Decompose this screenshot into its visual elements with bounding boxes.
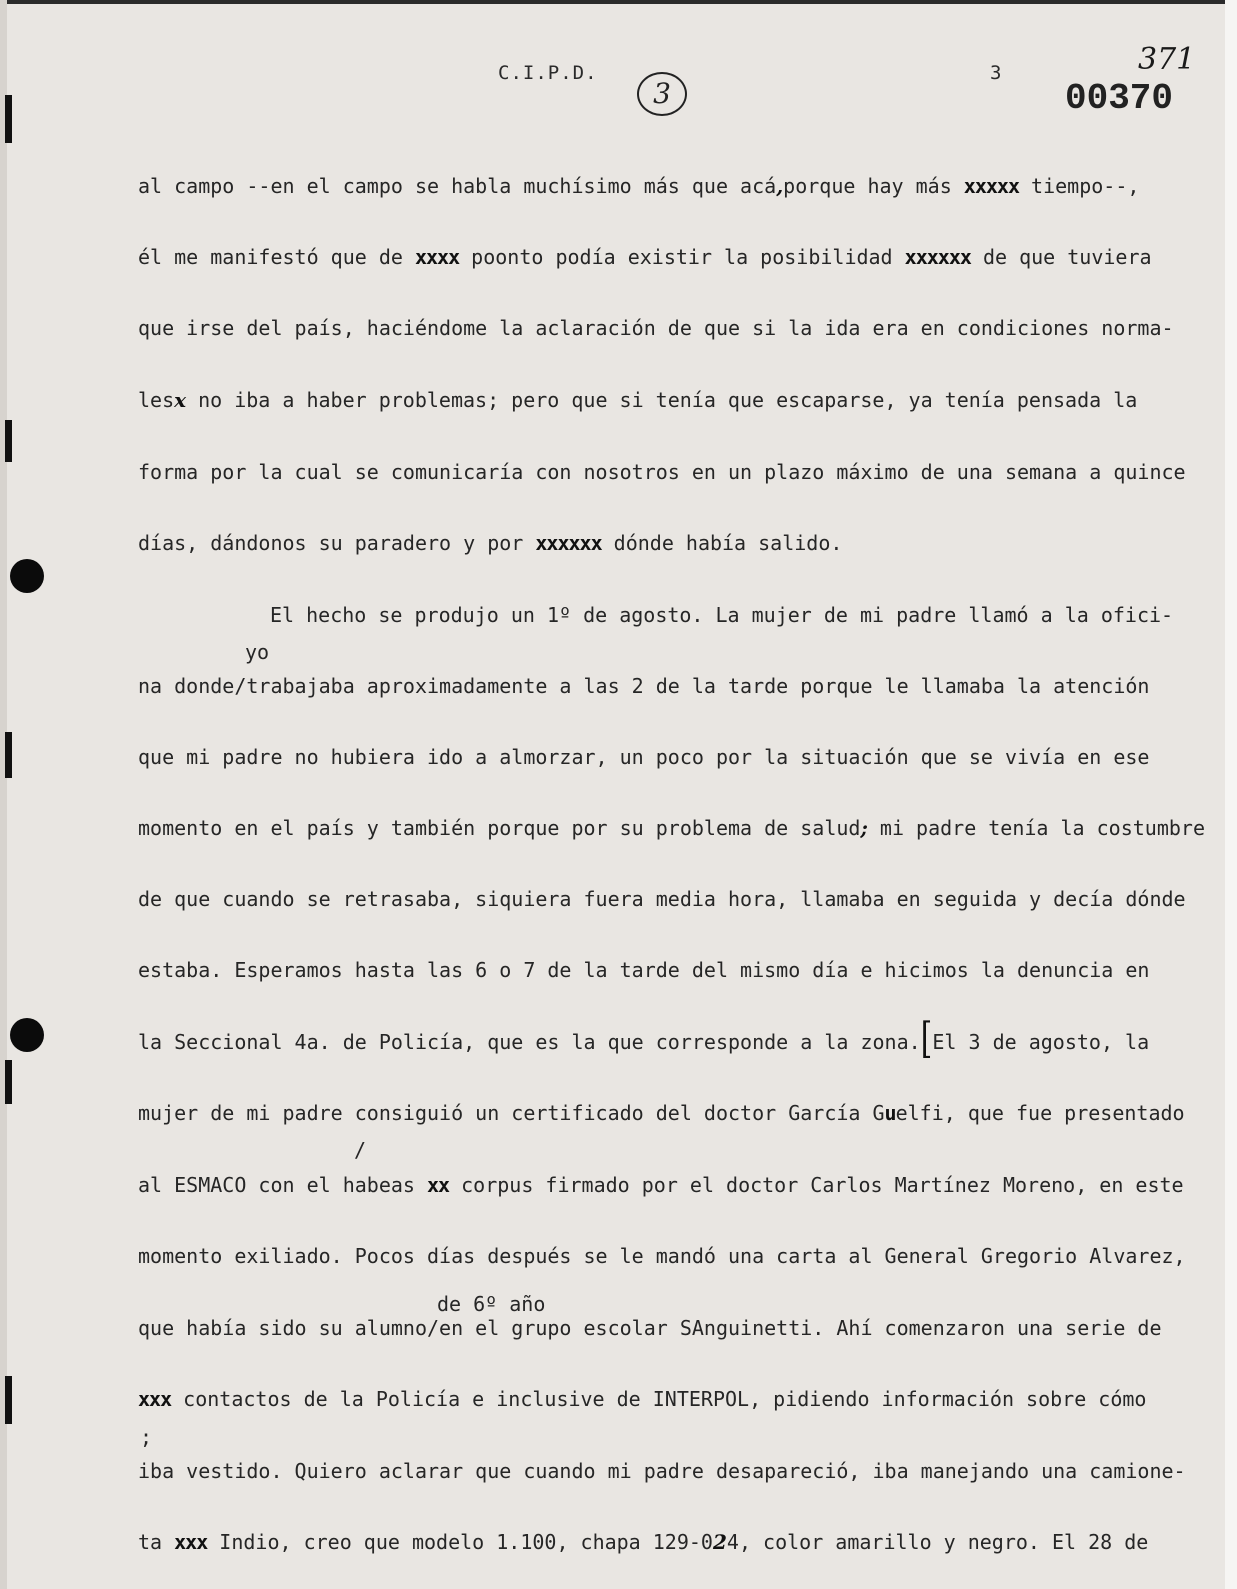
text-line: de que cuando se retrasaba, siquiera fuera media hora, llamaba en seguida y decía dónde — [138, 887, 1186, 911]
inserted-mark: ; — [140, 1425, 153, 1449]
handwritten-bracket: [ — [920, 1014, 933, 1064]
text-line: que irse del país, haciéndome la aclaración de que si la ida era en condiciones norma- — [138, 316, 1174, 340]
text-line: momento en el país y también porque por su problema de salud; mi padre tenía la costumbre — [138, 816, 1206, 840]
circled-number: 3 — [637, 72, 687, 116]
struck-text: xxxx — [414, 245, 460, 269]
struck-text: xxx — [138, 1387, 172, 1411]
text-line: días, dándonos su paradero y por xxxxxx dónde había salido. — [138, 531, 843, 555]
text-line: lesx no iba a haber problemas; pero que si tenía que escaparse, ya tenía pensada la — [138, 388, 1138, 412]
struck-text: xxxxxx — [904, 245, 971, 269]
text-line: momento exiliado. Pocos días después se le mandó una carta al General Gregorio Alvarez, — [138, 1244, 1186, 1268]
text-line: mujer de mi padre consiguió un certificado del doctor García Guelfi, que fue presentado — [138, 1101, 1185, 1125]
struck-text: xxxxxx — [535, 531, 602, 555]
struck-text: xx — [426, 1173, 450, 1197]
text-line: estaba. Esperamos hasta las 6 o 7 de la tarde del mismo día e hicimos la denuncia en — [138, 958, 1150, 982]
left-margin-strip — [0, 0, 7, 1589]
margin-mark — [5, 1376, 12, 1424]
text-line: que había sido su alumno/en el grupo escolar SAnguinetti. Ahí comenzaron una serie de — [138, 1316, 1162, 1340]
right-margin-strip — [1225, 0, 1237, 1589]
struck-text: xxx — [174, 1530, 208, 1554]
margin-mark — [5, 732, 12, 778]
page-number: 3 — [990, 62, 1003, 84]
text-line: iba vestido. Quiero aclarar que cuando mi padre desapareció, iba manejando una camione- — [138, 1459, 1186, 1483]
inserted-phrase: de 6º año — [437, 1292, 546, 1316]
margin-mark — [5, 1060, 12, 1104]
text-line: forma por la cual se comunicaría con nosotros en un plazo máximo de una semana a quince — [138, 460, 1186, 484]
document-number: 00370 — [1065, 78, 1174, 119]
punch-hole — [10, 1018, 44, 1052]
handwritten-number: 371 — [1138, 42, 1196, 77]
struck-text: xxxxx — [963, 174, 1019, 198]
text-line: al campo --en el campo se habla muchísimo más que acá,porque hay más xxxxx tiempo--, — [138, 174, 1140, 198]
text-line: que mi padre no hubiera ido a almorzar, un poco por la situación que se vivía en ese — [138, 745, 1150, 769]
accent-mark: / — [354, 1138, 367, 1162]
text-line: la Seccional 4a. de Policía, que es la que corresponde a la zona.[El 3 de agosto, la — [138, 1014, 1150, 1064]
text-line: na donde/trabajaba aproximadamente a las 2 de la tarde porque le llamaba la atención — [138, 674, 1150, 698]
org-header: C.I.P.D. — [498, 62, 598, 84]
margin-mark — [5, 95, 12, 143]
text-line: al ESMACO con el habeas xx corpus firmado por el doctor Carlos Martínez Moreno, en este — [138, 1173, 1184, 1197]
top-edge-line — [0, 0, 1237, 4]
text-line: él me manifestó que de xxxx poonto podía existir la posibilidad xxxxxx de que tuviera — [138, 245, 1152, 269]
text-line: ta xxx Indio, creo que modelo 1.100, chapa 129-024, color amarillo y negro. El 28 de — [138, 1530, 1149, 1554]
paragraph-start-line: El hecho se produjo un 1º de agosto. La mujer de mi padre llamó a la ofici- — [270, 603, 1174, 627]
inserted-word: yo — [245, 640, 270, 664]
text-line: xxx contactos de la Policía e inclusive de INTERPOL, pidiendo información sobre cómo — [138, 1387, 1147, 1411]
punch-hole — [10, 559, 44, 593]
margin-mark — [5, 420, 12, 462]
